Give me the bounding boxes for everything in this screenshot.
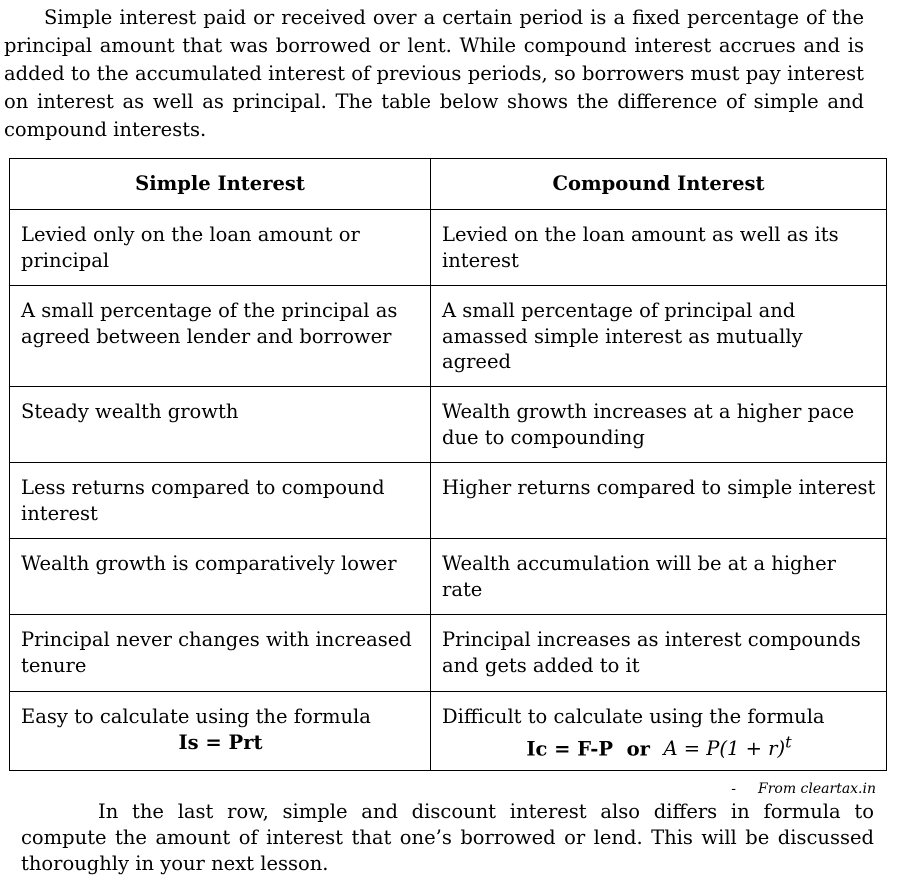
simple-interest-formula: Is = Prt [178,730,263,754]
simple-cell: Steady wealth growth [10,387,431,463]
simple-cell: A small percentage of the principal as agreed between lender and borrower [10,286,431,387]
compound-cell: Principal increases as interest compounds and gets added to it [431,615,887,692]
simple-cell: Less returns compared to compound interest [10,463,431,539]
simple-cell: Wealth growth is comparatively lower [10,539,431,615]
compound-cell: Wealth growth increases at a higher pace due to compounding [431,387,887,463]
table-row [10,463,887,539]
compound-formula-difference: Ic = F-P [526,737,614,760]
table-row [10,286,887,387]
source-citation [731,781,876,797]
comparison-table [9,158,887,771]
formula-row [10,692,887,771]
compound-cell: Wealth accumulation will be at a higher rate [431,539,887,615]
header-simple-interest: Simple Interest [10,159,431,210]
compound-formula-text: Difficult to calculate using the formula [442,705,825,728]
table-row [10,539,887,615]
compound-formula-expression: A = P(1 + r) [663,737,786,760]
intro-paragraph: Simple interest paid or received over a certain period is a fixed percentage of the principal amount that was borrowed or lent. While compound interest accrues and is added to the accumulated interest of previous periods, so borrowers must pay interest on interest as well as principal. The table below shows the difference of simple and compound interests. [4,6,864,141]
compound-formula-exponent: t [785,732,792,752]
simple-formula-text: Easy to calculate using the formula [21,705,371,728]
simple-cell: Levied only on the loan amount or principal [10,210,431,286]
compound-cell: A small percentage of principal and amassed simple interest as mutually agreed [431,286,887,387]
compound-cell: Levied on the loan amount as well as its interest [431,210,887,286]
compound-interest-formula [442,730,876,762]
table-row [10,210,887,286]
table-row [10,387,887,463]
compound-formula-cell [431,692,887,771]
table-header-row [10,159,887,210]
compound-formula-or: or [626,737,650,760]
outro-paragraph: In the last row, simple and discount interest also differs in formula to compute the amount of interest that one’s borrowed or lend. This will be discussed thoroughly in your next lesson. [21,800,874,875]
source-text: From cleartax.in [757,781,876,797]
header-compound-interest: Compound Interest [431,159,887,210]
source-dash: - [731,781,736,797]
compound-formula-math [663,732,792,760]
table-row [10,615,887,692]
compound-cell: Higher returns compared to simple interest [431,463,887,539]
simple-formula-cell [10,692,431,771]
simple-cell: Principal never changes with increased tenure [10,615,431,692]
